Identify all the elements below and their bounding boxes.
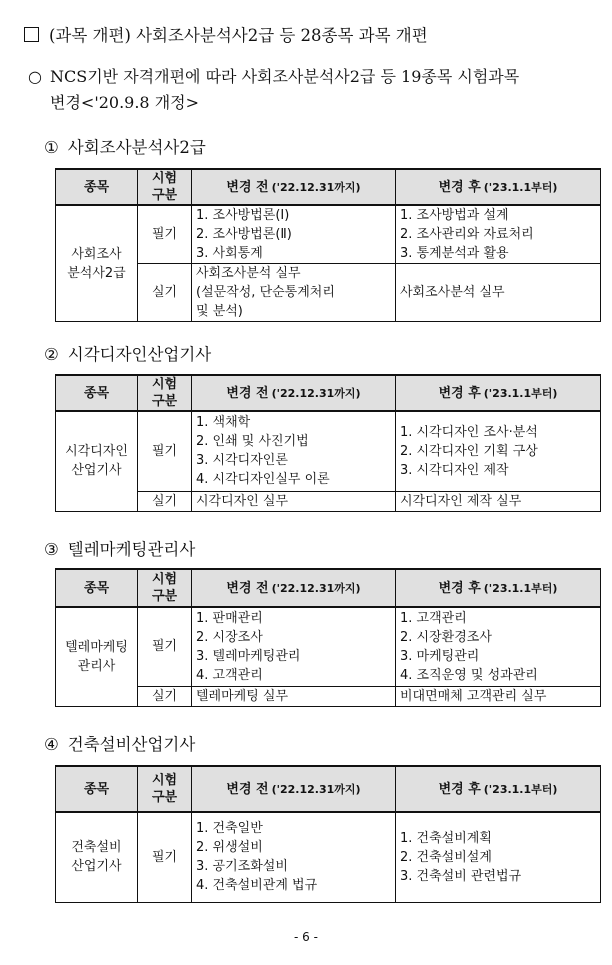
subject-name-line: 산업기사 bbox=[71, 463, 122, 479]
table-header-row bbox=[56, 169, 601, 205]
written-before-list-line: 3. 시각디자인론 bbox=[196, 453, 288, 469]
practical-before-list-line: 시각디자인 실무 bbox=[196, 493, 289, 509]
subject-name-line: 관리사 bbox=[77, 658, 116, 674]
practical-after-list bbox=[396, 491, 601, 511]
practical-before-list-line: 텔레마케팅 실무 bbox=[196, 688, 289, 704]
header-subject: 종목 bbox=[56, 569, 138, 607]
header-after bbox=[396, 766, 601, 812]
practical-after-list-line: 비대면매체 고객관리 실무 bbox=[400, 688, 547, 704]
header-before-label: 변경 전 bbox=[226, 179, 269, 195]
subject-name bbox=[56, 411, 138, 511]
exam-type-written: 필기 bbox=[138, 411, 192, 491]
header-before-label: 변경 전 bbox=[226, 580, 269, 596]
table-header-row bbox=[56, 569, 601, 607]
course-change-table bbox=[55, 168, 601, 322]
subject-name bbox=[56, 205, 138, 322]
table-row-written bbox=[56, 411, 601, 491]
written-before-list-line: 2. 조사방법론(Ⅱ) bbox=[196, 227, 292, 242]
intro-line-1-text: NCS기반 자격개편에 따라 사회조사분석사2급 등 19종목 시험과목 bbox=[50, 67, 520, 86]
table-row-written bbox=[56, 607, 601, 686]
table-row-practical bbox=[56, 686, 601, 706]
section-title-text: 시각디자인산업기사 bbox=[67, 345, 212, 364]
section-title bbox=[44, 536, 195, 560]
written-before-list bbox=[192, 411, 396, 491]
practical-before-list-line: 사회조사분석 실무 bbox=[196, 266, 301, 281]
header-exam-type-line: 시험 bbox=[151, 773, 178, 788]
written-before-list-line: 4. 시각디자인실무 이론 bbox=[196, 472, 330, 488]
header-exam-type-line: 구분 bbox=[151, 589, 178, 604]
written-after-list-line: 2. 건축설비설계 bbox=[400, 849, 492, 865]
header-after-period: ('23.1.1부터) bbox=[483, 782, 558, 796]
written-before-list-line: 2. 위생설비 bbox=[196, 840, 263, 856]
written-after-list-line: 2. 조사관리와 자료처리 bbox=[400, 227, 534, 242]
header-after-label: 변경 후 bbox=[438, 781, 481, 797]
written-after-list-line: 4. 조직운영 및 성과관리 bbox=[400, 667, 538, 683]
main-heading-text: (과목 개편) 사회조사분석사2급 등 28종목 과목 개편 bbox=[49, 26, 428, 45]
subject-name-line: 건축설비 bbox=[71, 840, 122, 856]
table-header-row bbox=[56, 375, 601, 411]
table-row-written bbox=[56, 205, 601, 264]
section-title bbox=[44, 341, 211, 365]
header-before-period: ('22.12.31까지) bbox=[271, 782, 361, 796]
bullet-icon: ○ bbox=[28, 67, 42, 86]
written-after-list-line: 1. 조사방법과 설계 bbox=[400, 208, 509, 223]
header-after bbox=[396, 569, 601, 607]
written-before-list-line: 3. 공기조화설비 bbox=[196, 859, 288, 875]
table-header-row bbox=[56, 766, 601, 812]
header-before bbox=[192, 766, 396, 812]
practical-before-list-line: 및 분석) bbox=[196, 304, 243, 319]
practical-before-list bbox=[192, 686, 396, 706]
exam-type-written: 필기 bbox=[138, 607, 192, 686]
written-before-list-line: 4. 건축설비관계 법규 bbox=[196, 878, 318, 894]
section-title bbox=[44, 731, 195, 755]
header-exam-type-line: 구분 bbox=[151, 394, 178, 409]
table-row-practical bbox=[56, 264, 601, 322]
section-number: ③ bbox=[44, 540, 59, 559]
header-before bbox=[192, 569, 396, 607]
header-before-label: 변경 전 bbox=[226, 781, 269, 797]
header-exam-type-line: 구분 bbox=[151, 188, 178, 203]
header-before-label: 변경 전 bbox=[226, 385, 269, 401]
header-after-label: 변경 후 bbox=[438, 385, 481, 401]
practical-after-list bbox=[396, 686, 601, 706]
header-after bbox=[396, 169, 601, 205]
section-title-text: 건축설비산업기사 bbox=[67, 735, 196, 754]
subject-name-line: 텔레마케팅 bbox=[65, 639, 128, 655]
written-after-list-line: 3. 마케팅관리 bbox=[400, 648, 480, 664]
written-before-list-line: 1. 조사방법론(Ⅰ) bbox=[196, 208, 290, 223]
exam-type-written: 필기 bbox=[138, 812, 192, 902]
header-subject: 종목 bbox=[56, 766, 138, 812]
written-after-list-line: 3. 건축설비 관련법규 bbox=[400, 868, 522, 884]
subject-name-line: 분석사2급 bbox=[67, 265, 126, 281]
written-before-list-line: 1. 색채학 bbox=[196, 415, 251, 431]
exam-type-practical: 실기 bbox=[138, 491, 192, 511]
header-exam-type bbox=[138, 766, 192, 812]
practical-after-list-line: 사회조사분석 실무 bbox=[400, 285, 505, 300]
section-title-text: 사회조사분석사2급 bbox=[67, 138, 206, 157]
section-number: ② bbox=[44, 345, 59, 364]
written-after-list bbox=[396, 411, 601, 491]
header-after-period: ('23.1.1부터) bbox=[483, 180, 558, 194]
written-after-list-line: 1. 건축설비계획 bbox=[400, 830, 492, 846]
written-before-list-line: 2. 시장조사 bbox=[196, 629, 263, 645]
course-change-table bbox=[55, 568, 601, 707]
header-exam-type-line: 시험 bbox=[151, 377, 178, 392]
written-before-list-line: 1. 판매관리 bbox=[196, 610, 263, 626]
subject-name bbox=[56, 607, 138, 706]
written-after-list-line: 3. 통계분석과 활용 bbox=[400, 246, 509, 261]
section-title-text: 텔레마케팅관리사 bbox=[67, 540, 196, 559]
main-heading bbox=[24, 22, 428, 46]
written-before-list-line: 3. 텔레마케팅관리 bbox=[196, 648, 301, 664]
written-after-list-line: 1. 시각디자인 조사·분석 bbox=[400, 424, 538, 440]
written-before-list-line: 1. 건축일반 bbox=[196, 821, 263, 837]
exam-type-practical: 실기 bbox=[138, 264, 192, 322]
header-before-period: ('22.12.31까지) bbox=[271, 581, 361, 595]
table-row-practical bbox=[56, 491, 601, 511]
written-after-list bbox=[396, 812, 601, 902]
subject-name-line: 사회조사 bbox=[71, 246, 122, 262]
written-before-list bbox=[192, 812, 396, 902]
course-change-table bbox=[55, 374, 601, 512]
subject-name-line: 산업기사 bbox=[71, 859, 122, 875]
section-number: ① bbox=[44, 138, 59, 157]
header-after-period: ('23.1.1부터) bbox=[483, 581, 558, 595]
header-exam-type-line: 구분 bbox=[151, 790, 178, 805]
course-change-table bbox=[55, 765, 601, 903]
header-after-period: ('23.1.1부터) bbox=[483, 386, 558, 400]
exam-type-written: 필기 bbox=[138, 205, 192, 264]
written-before-list-line: 2. 인쇄 및 사진기법 bbox=[196, 434, 309, 450]
subject-name-line: 시각디자인 bbox=[65, 444, 128, 460]
header-subject: 종목 bbox=[56, 375, 138, 411]
practical-before-list bbox=[192, 491, 396, 511]
header-after-label: 변경 후 bbox=[438, 179, 481, 195]
practical-after-list-line: 시각디자인 제작 실무 bbox=[400, 493, 522, 509]
written-before-list bbox=[192, 607, 396, 686]
square-icon bbox=[24, 27, 39, 42]
page-number: - 6 - bbox=[294, 930, 318, 944]
intro-paragraph bbox=[28, 64, 603, 116]
subject-name bbox=[56, 812, 138, 902]
written-after-list bbox=[396, 205, 601, 264]
header-before bbox=[192, 169, 396, 205]
header-before bbox=[192, 375, 396, 411]
header-exam-type bbox=[138, 169, 192, 205]
header-after bbox=[396, 375, 601, 411]
practical-before-list bbox=[192, 264, 396, 322]
intro-line-2: 변경<'20.9.8 개정> bbox=[50, 93, 200, 112]
header-exam-type-line: 시험 bbox=[151, 572, 178, 587]
written-before-list bbox=[192, 205, 396, 264]
header-before-period: ('22.12.31까지) bbox=[271, 180, 361, 194]
header-exam-type bbox=[138, 569, 192, 607]
header-exam-type bbox=[138, 375, 192, 411]
written-after-list bbox=[396, 607, 601, 686]
written-before-list-line: 4. 고객관리 bbox=[196, 667, 263, 683]
written-after-list-line: 3. 시각디자인 제작 bbox=[400, 462, 509, 478]
header-before-period: ('22.12.31까지) bbox=[271, 386, 361, 400]
section-number: ④ bbox=[44, 735, 59, 754]
section-title bbox=[44, 134, 206, 158]
written-before-list-line: 3. 사회통계 bbox=[196, 246, 263, 261]
written-after-list-line: 1. 고객관리 bbox=[400, 610, 467, 626]
header-after-label: 변경 후 bbox=[438, 580, 481, 596]
table-row-written bbox=[56, 812, 601, 902]
practical-after-list bbox=[396, 264, 601, 322]
written-after-list-line: 2. 시각디자인 기획 구상 bbox=[400, 443, 538, 459]
header-subject: 종목 bbox=[56, 169, 138, 205]
practical-before-list-line: (설문작성, 단순통계처리 bbox=[196, 285, 335, 300]
header-exam-type-line: 시험 bbox=[151, 171, 178, 186]
exam-type-practical: 실기 bbox=[138, 686, 192, 706]
written-after-list-line: 2. 시장환경조사 bbox=[400, 629, 492, 645]
intro-line-1 bbox=[28, 64, 603, 90]
